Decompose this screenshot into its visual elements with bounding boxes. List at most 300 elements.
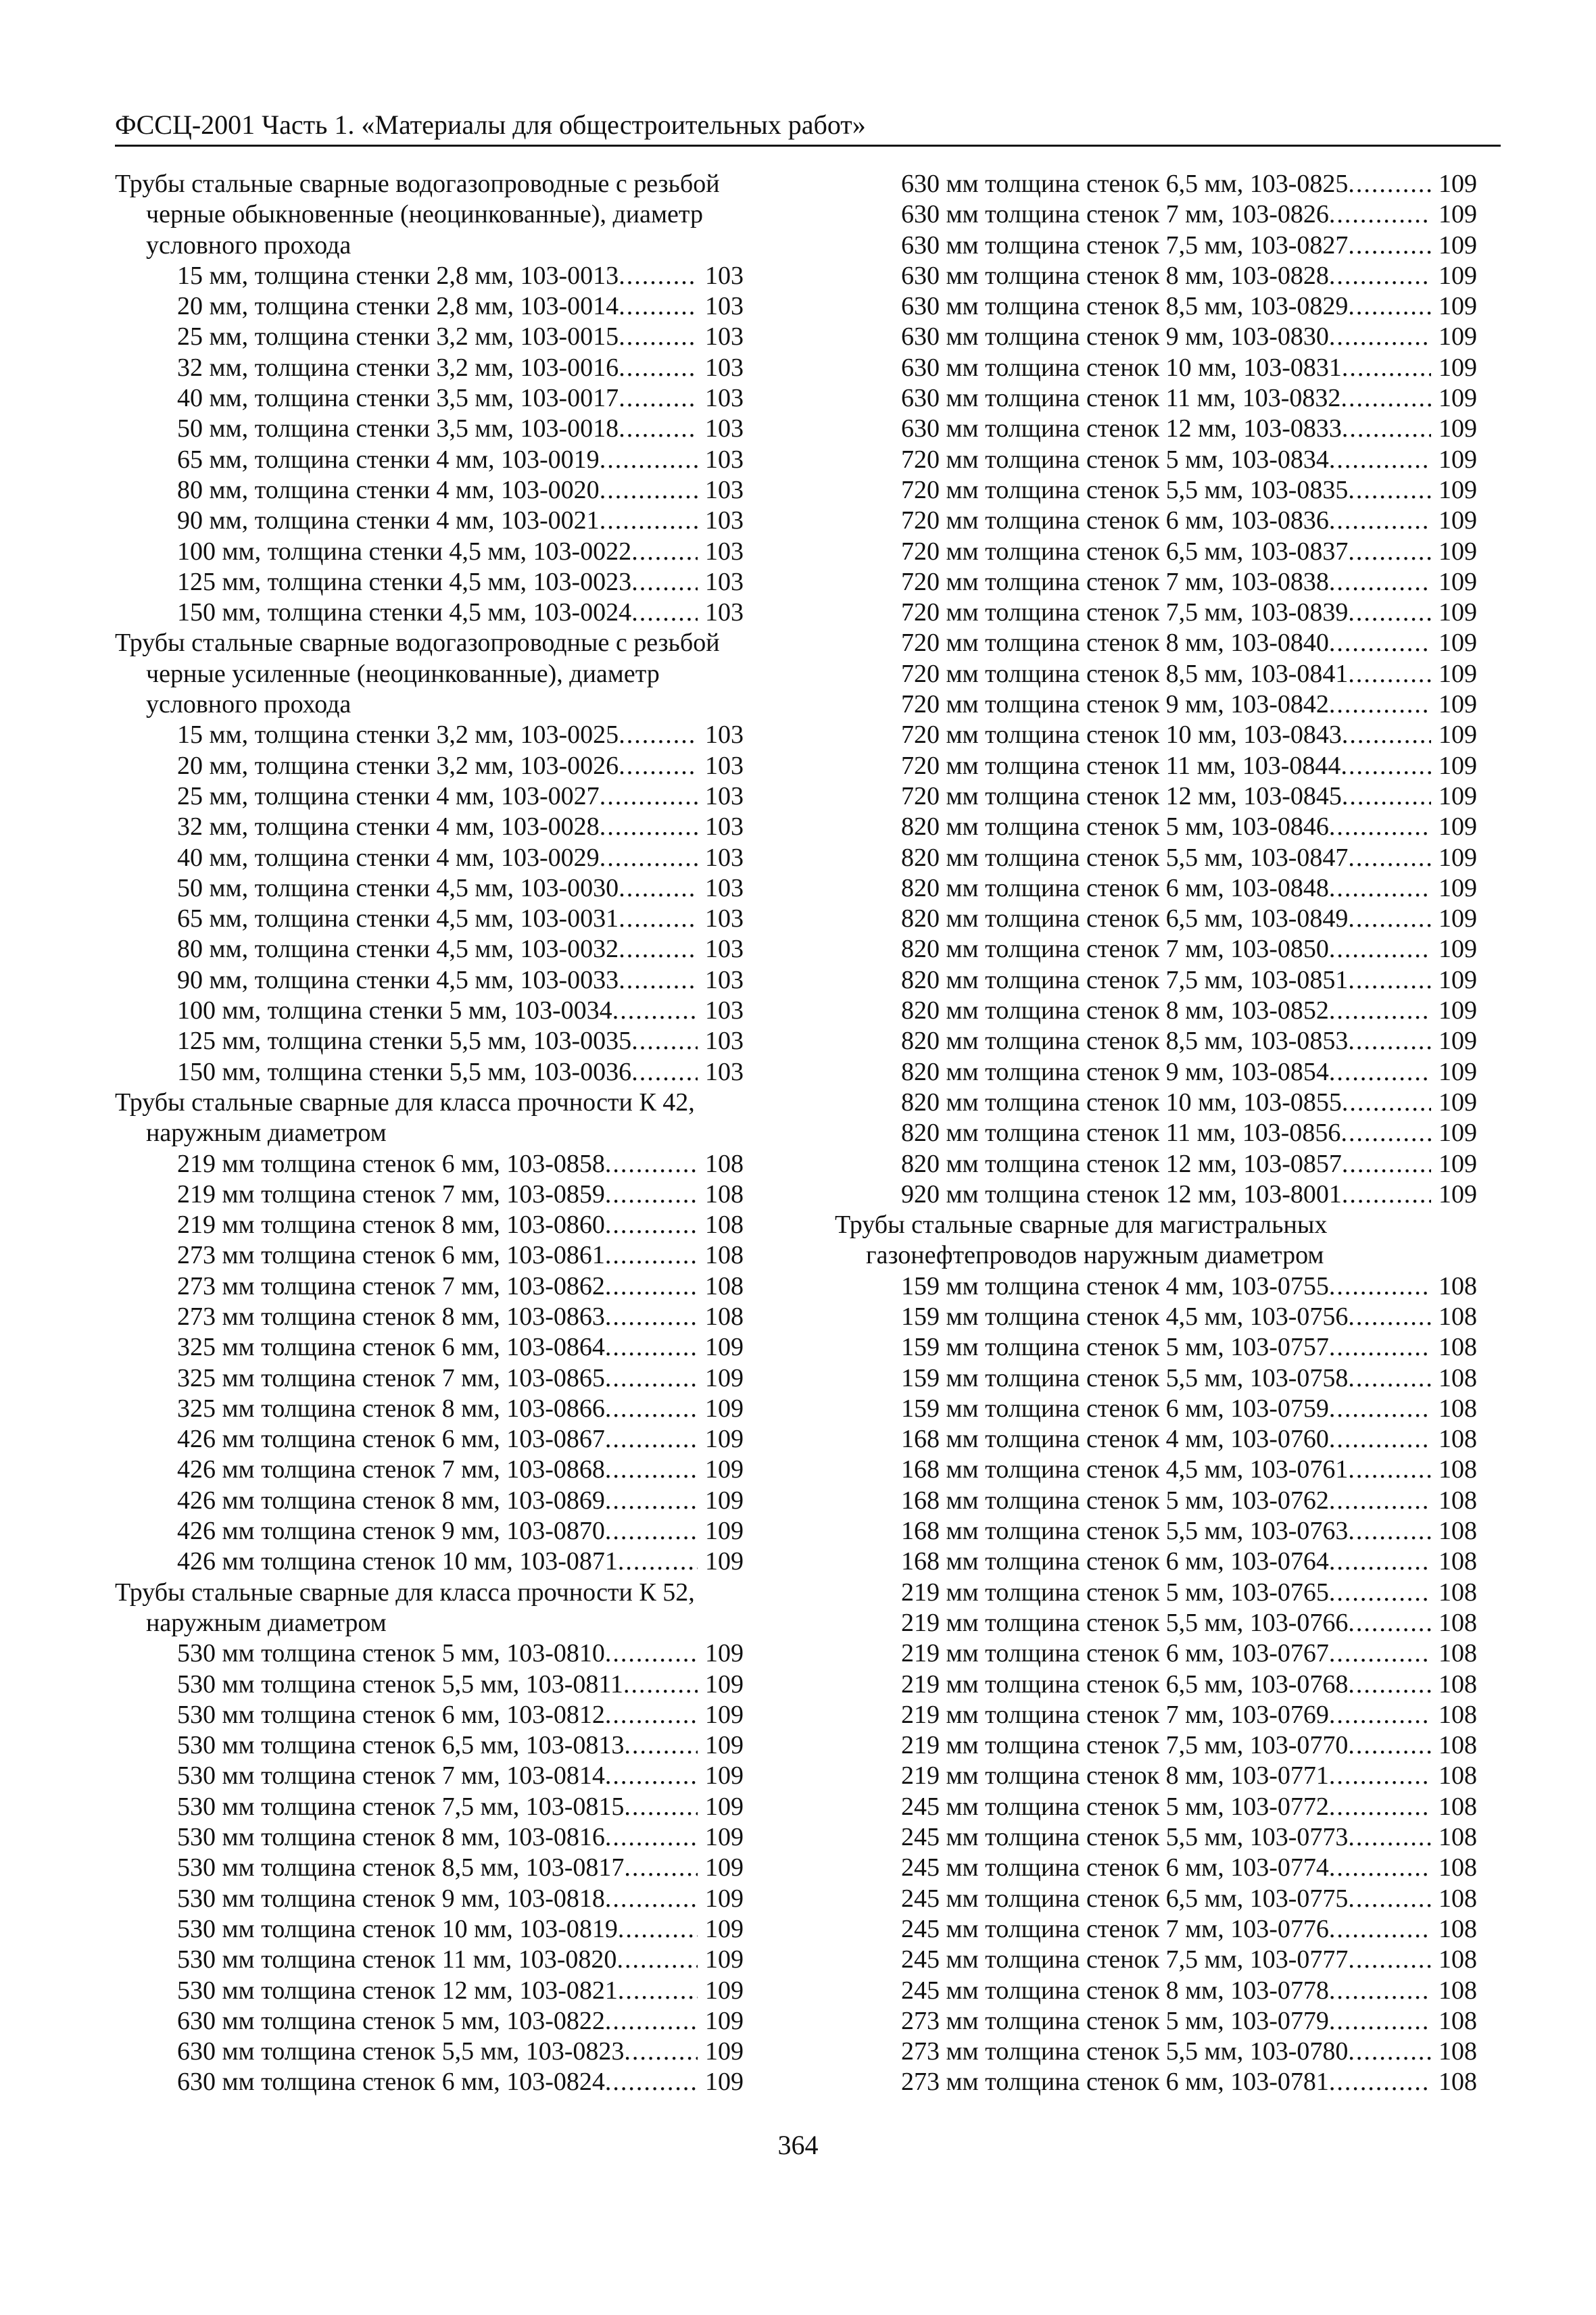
dot-leader — [1348, 1455, 1431, 1485]
index-entry — [115, 751, 744, 781]
entry-page-ref: 103 — [705, 721, 744, 750]
entry-page-ref: 109 — [705, 1853, 744, 1882]
entry-text: 245 мм толщина стенок 6 мм, 103-0774 — [901, 1853, 1329, 1882]
index-entry — [115, 445, 744, 475]
entry-text: 820 мм толщина стенок 7 мм, 103-0850 — [901, 935, 1329, 964]
entry-page-ref: 103 — [705, 445, 744, 474]
index-entry — [835, 812, 1477, 842]
entry-page-ref: 103 — [705, 781, 744, 810]
entry-page-ref: 109 — [705, 1394, 744, 1423]
entry-page-ref: 109 — [1438, 384, 1477, 413]
entry-page-ref: 108 — [1438, 1271, 1477, 1300]
entry-text: 530 мм толщина стенок 7,5 мм, 103-0815 — [177, 1792, 625, 1821]
dot-leader — [605, 1240, 698, 1271]
index-entry — [835, 1670, 1477, 1700]
entry-text: 245 мм толщина стенок 5,5 мм, 103-0773 — [901, 1823, 1349, 1852]
entry-text: 245 мм толщина стенок 6,5 мм, 103-0775 — [901, 1884, 1349, 1913]
index-entry — [115, 1945, 744, 1975]
entry-text: 273 мм толщина стенок 5 мм, 103-0779 — [901, 2006, 1329, 2035]
index-entry — [835, 873, 1477, 904]
dot-leader — [605, 1516, 698, 1546]
index-entry — [115, 291, 744, 322]
dot-leader — [1329, 1332, 1431, 1363]
index-entry — [115, 934, 744, 965]
dot-leader — [600, 812, 698, 842]
entry-page-ref: 109 — [1438, 873, 1477, 902]
entry-page-ref: 103 — [705, 414, 744, 443]
entry-text: 630 мм толщина стенок 5 мм, 103-0822 — [177, 2006, 605, 2035]
index-entry — [835, 445, 1477, 475]
entry-page-ref: 108 — [1438, 1823, 1477, 1852]
entry-page-ref: 108 — [1438, 1792, 1477, 1821]
entry-page-ref: 108 — [1438, 1333, 1477, 1362]
index-entry — [835, 1608, 1477, 1638]
index-entry — [835, 1394, 1477, 1424]
dot-leader — [605, 1149, 698, 1179]
entry-text: 820 мм толщина стенок 12 мм, 103-0857 — [901, 1149, 1342, 1178]
index-entry — [835, 1149, 1477, 1179]
index-entry — [115, 996, 744, 1026]
entry-page-ref: 103 — [705, 353, 744, 382]
dot-leader — [1342, 414, 1431, 444]
entry-text: 168 мм толщина стенок 5,5 мм, 103-0763 — [901, 1517, 1349, 1546]
index-entry — [835, 1118, 1477, 1148]
dot-leader — [1342, 781, 1431, 812]
dot-leader — [605, 2067, 698, 2097]
dot-leader — [1348, 1608, 1431, 1638]
entry-text: 245 мм толщина стенок 8 мм, 103-0778 — [901, 1976, 1329, 2005]
index-entry — [115, 353, 744, 383]
index-entry — [115, 720, 744, 750]
entry-page-ref: 109 — [1438, 1088, 1477, 1117]
entry-text: 100 мм, толщина стенки 4,5 мм, 103-0022 — [177, 537, 632, 566]
entry-page-ref: 109 — [1438, 567, 1477, 596]
dot-leader — [624, 1792, 698, 1822]
index-entry — [835, 2037, 1477, 2067]
dot-leader — [619, 291, 698, 322]
entry-page-ref: 103 — [705, 537, 744, 566]
entry-page-ref: 109 — [705, 1639, 744, 1668]
entry-page-ref: 108 — [1438, 1639, 1477, 1668]
entry-text: 159 мм толщина стенок 4,5 мм, 103-0756 — [901, 1302, 1349, 1331]
index-entry — [835, 781, 1477, 812]
index-entry — [835, 659, 1477, 689]
entry-page-ref: 103 — [705, 322, 744, 351]
page-number: 364 — [777, 2130, 819, 2160]
entry-page-ref: 108 — [1438, 1945, 1477, 1974]
entry-text: 168 мм толщина стенок 4,5 мм, 103-0761 — [901, 1455, 1349, 1484]
entry-text: 273 мм толщина стенок 6 мм, 103-0781 — [901, 2068, 1329, 2097]
entry-text: 80 мм, толщина стенки 4 мм, 103-0020 — [177, 475, 600, 504]
entry-text: 219 мм толщина стенок 7,5 мм, 103-0770 — [901, 1731, 1349, 1760]
dot-leader — [618, 1976, 698, 2006]
entry-page-ref: 109 — [1438, 292, 1477, 321]
entry-page-ref: 109 — [1438, 475, 1477, 504]
entry-text: 820 мм толщина стенок 6,5 мм, 103-0849 — [901, 904, 1349, 933]
entry-page-ref: 103 — [705, 843, 744, 872]
dot-leader — [619, 965, 698, 996]
entry-text: 273 мм толщина стенок 5,5 мм, 103-0780 — [901, 2037, 1349, 2066]
index-entry — [835, 1424, 1477, 1455]
entry-text: 630 мм толщина стенок 8 мм, 103-0828 — [901, 261, 1329, 290]
dot-leader — [1348, 2037, 1431, 2067]
index-entry — [835, 1516, 1477, 1546]
dot-leader — [619, 720, 698, 750]
entry-text: 168 мм толщина стенок 5 мм, 103-0762 — [901, 1486, 1329, 1515]
index-entry — [835, 751, 1477, 781]
entry-text: 65 мм, толщина стенки 4,5 мм, 103-0031 — [177, 904, 619, 933]
entry-text: 125 мм, толщина стенки 5,5 мм, 103-0035 — [177, 1027, 632, 1056]
index-entry — [115, 1149, 744, 1179]
entry-text: 245 мм толщина стенок 5 мм, 103-0772 — [901, 1792, 1329, 1821]
index-entry — [115, 2006, 744, 2037]
entry-text: 820 мм толщина стенок 10 мм, 103-0855 — [901, 1088, 1342, 1117]
entry-page-ref: 109 — [1438, 414, 1477, 443]
entry-text: 530 мм толщина стенок 6,5 мм, 103-0813 — [177, 1731, 625, 1760]
entry-page-ref: 108 — [1438, 1670, 1477, 1699]
index-entry — [115, 873, 744, 904]
entry-text: 219 мм толщина стенок 8 мм, 103-0771 — [901, 1761, 1329, 1790]
dot-leader — [631, 1057, 698, 1088]
entry-text: 219 мм толщина стенок 5,5 мм, 103-0766 — [901, 1608, 1349, 1637]
index-entry — [115, 1730, 744, 1761]
entry-page-ref: 109 — [1438, 751, 1477, 780]
index-entry — [835, 199, 1477, 230]
index-entry — [115, 1332, 744, 1363]
entry-page-ref: 109 — [705, 1517, 744, 1546]
entry-text: 159 мм толщина стенок 4 мм, 103-0755 — [901, 1271, 1329, 1300]
index-entry — [835, 1700, 1477, 1730]
entry-text: 325 мм толщина стенок 7 мм, 103-0865 — [177, 1363, 605, 1392]
entry-text: 32 мм, толщина стенки 4 мм, 103-0028 — [177, 812, 600, 842]
dot-leader — [1342, 720, 1431, 750]
entry-page-ref: 109 — [1438, 230, 1477, 260]
index-entry — [835, 475, 1477, 506]
entry-text: 32 мм, толщина стенки 3,2 мм, 103-0016 — [177, 353, 619, 382]
dot-leader — [1342, 1149, 1431, 1179]
entry-text: 90 мм, толщина стенки 4 мм, 103-0021 — [177, 506, 600, 535]
entry-page-ref: 108 — [705, 1241, 744, 1270]
section-heading: Трубы стальные сварные для магистральных газонефтепроводов наружным диаметром — [835, 1211, 1328, 1270]
index-entry — [115, 1363, 744, 1394]
entry-page-ref: 103 — [705, 598, 744, 627]
entry-text: 720 мм толщина стенок 8 мм, 103-0840 — [901, 629, 1329, 658]
entry-page-ref: 103 — [705, 965, 744, 994]
entry-page-ref: 108 — [1438, 1731, 1477, 1760]
entry-page-ref: 103 — [705, 751, 744, 780]
entry-text: 720 мм толщина стенок 8,5 мм, 103-0841 — [901, 659, 1349, 688]
index-entry — [115, 1638, 744, 1669]
entry-text: 426 мм толщина стенок 10 мм, 103-0871 — [177, 1547, 618, 1576]
entry-page-ref: 109 — [705, 2037, 744, 2066]
entry-page-ref: 109 — [705, 1425, 744, 1454]
dot-leader — [1329, 1792, 1431, 1822]
entry-text: 720 мм толщина стенок 10 мм, 103-0843 — [901, 721, 1342, 750]
dot-leader — [605, 1486, 698, 1516]
entry-text: 90 мм, толщина стенки 4,5 мм, 103-0033 — [177, 965, 619, 994]
index-entry — [835, 934, 1477, 965]
index-entry — [115, 1761, 744, 1791]
index-entry — [835, 1792, 1477, 1822]
entry-page-ref: 108 — [705, 1302, 744, 1331]
dot-leader — [1329, 1914, 1431, 1945]
entry-text: 273 мм толщина стенок 6 мм, 103-0861 — [177, 1241, 605, 1270]
entry-page-ref: 109 — [1438, 261, 1477, 290]
index-entry — [115, 1792, 744, 1822]
entry-page-ref: 108 — [1438, 1547, 1477, 1576]
entry-page-ref: 109 — [1438, 781, 1477, 810]
index-entry — [835, 904, 1477, 934]
index-entry — [835, 628, 1477, 658]
entry-text: 80 мм, толщина стенки 4,5 мм, 103-0032 — [177, 935, 619, 964]
index-entry — [115, 322, 744, 352]
entry-page-ref: 109 — [1438, 1179, 1477, 1209]
entry-page-ref: 103 — [705, 1057, 744, 1086]
entry-text: 630 мм толщина стенок 6 мм, 103-0824 — [177, 2068, 605, 2097]
index-entry — [115, 781, 744, 812]
index-entry — [835, 1332, 1477, 1363]
dot-leader — [605, 1363, 698, 1394]
index-entry — [115, 1546, 744, 1577]
dot-leader — [1348, 1945, 1431, 1975]
dot-leader — [624, 1853, 698, 1883]
index-entry — [835, 1271, 1477, 1302]
index-entry — [115, 1394, 744, 1424]
dot-leader — [623, 1670, 698, 1700]
entry-text: 40 мм, толщина стенки 4 мм, 103-0029 — [177, 843, 600, 872]
index-entry — [115, 414, 744, 444]
entry-text: 530 мм толщина стенок 7 мм, 103-0814 — [177, 1761, 605, 1790]
dot-leader — [631, 1026, 698, 1056]
dot-leader — [1329, 812, 1431, 842]
dot-leader — [619, 353, 698, 383]
dot-leader — [1348, 1516, 1431, 1546]
index-entry — [115, 1210, 744, 1240]
dot-leader — [1329, 689, 1431, 720]
dot-leader — [1348, 230, 1431, 261]
dot-leader — [1348, 659, 1431, 689]
index-entry — [115, 1822, 744, 1853]
index-entry — [115, 1976, 744, 2006]
dot-leader — [618, 1914, 698, 1945]
index-entry — [835, 996, 1477, 1026]
entry-page-ref: 109 — [705, 1700, 744, 1729]
index-entry — [835, 843, 1477, 873]
entry-page-ref: 108 — [1438, 2006, 1477, 2035]
entry-page-ref: 103 — [705, 261, 744, 290]
index-entry — [835, 1884, 1477, 1914]
index-entry — [115, 598, 744, 628]
index-entry — [115, 1700, 744, 1730]
index-entry — [835, 1486, 1477, 1516]
entry-text: 820 мм толщина стенок 11 мм, 103-0856 — [901, 1119, 1341, 1148]
dot-leader — [605, 1424, 698, 1455]
entry-text: 820 мм толщина стенок 8 мм, 103-0852 — [901, 996, 1329, 1025]
entry-page-ref: 109 — [1438, 659, 1477, 688]
entry-text: 325 мм толщина стенок 8 мм, 103-0866 — [177, 1394, 605, 1423]
dot-leader — [605, 1332, 698, 1363]
index-entry — [835, 322, 1477, 352]
dot-leader — [1348, 537, 1431, 567]
entry-page-ref: 109 — [705, 1792, 744, 1821]
entry-page-ref: 108 — [1438, 1455, 1477, 1484]
dot-leader — [1329, 261, 1431, 291]
index-entry — [115, 2067, 744, 2097]
index-entry — [115, 1057, 744, 1088]
entry-text: 426 мм толщина стенок 8 мм, 103-0869 — [177, 1486, 605, 1515]
entry-text: 820 мм толщина стенок 8,5 мм, 103-0853 — [901, 1027, 1349, 1056]
index-entry — [115, 1026, 744, 1056]
index-entry — [115, 1455, 744, 1485]
dot-leader — [1329, 996, 1431, 1026]
entry-page-ref: 103 — [705, 996, 744, 1025]
dot-leader — [600, 475, 698, 506]
dot-leader — [1329, 934, 1431, 965]
entry-page-ref: 103 — [705, 904, 744, 933]
dot-leader — [619, 383, 698, 414]
index-entry — [835, 353, 1477, 383]
index-entry — [115, 1914, 744, 1945]
entry-page-ref: 108 — [1438, 1914, 1477, 1943]
index-entry — [835, 1546, 1477, 1577]
dot-leader — [605, 1179, 698, 1210]
entry-text: 325 мм толщина стенок 6 мм, 103-0864 — [177, 1333, 605, 1362]
index-entry — [115, 1302, 744, 1332]
entry-page-ref: 108 — [705, 1149, 744, 1178]
index-entry — [835, 230, 1477, 261]
dot-leader — [605, 1271, 698, 1302]
section-heading: Трубы стальные сварные для класса прочности К 42, наружным диаметром — [115, 1088, 695, 1148]
dot-leader — [1329, 199, 1431, 230]
index-entry — [115, 261, 744, 291]
dot-leader — [605, 1302, 698, 1332]
dot-leader — [619, 261, 698, 291]
entry-text: 530 мм толщина стенок 8,5 мм, 103-0817 — [177, 1853, 625, 1882]
entry-text: 219 мм толщина стенок 7 мм, 103-0859 — [177, 1179, 605, 1209]
entry-text: 168 мм толщина стенок 4 мм, 103-0760 — [901, 1425, 1329, 1454]
entry-text: 273 мм толщина стенок 7 мм, 103-0862 — [177, 1271, 605, 1300]
index-column-left — [115, 169, 744, 2098]
entry-text: 25 мм, толщина стенки 3,2 мм, 103-0015 — [177, 322, 619, 351]
index-entry — [835, 1578, 1477, 1608]
entry-page-ref: 103 — [705, 873, 744, 902]
entry-text: 720 мм толщина стенок 5 мм, 103-0834 — [901, 445, 1329, 474]
entry-page-ref: 108 — [705, 1211, 744, 1240]
entry-text: 50 мм, толщина стенки 3,5 мм, 103-0018 — [177, 414, 619, 443]
entry-page-ref: 103 — [705, 567, 744, 596]
entry-text: 720 мм толщина стенок 9 мм, 103-0842 — [901, 690, 1329, 719]
dot-leader — [1348, 1363, 1431, 1394]
entry-text: 245 мм толщина стенок 7,5 мм, 103-0777 — [901, 1945, 1349, 1974]
index-entry — [835, 1945, 1477, 1975]
dot-leader — [1329, 2006, 1431, 2037]
entry-text: 630 мм толщина стенок 7,5 мм, 103-0827 — [901, 230, 1349, 260]
dot-leader — [1348, 475, 1431, 506]
dot-leader — [605, 1700, 698, 1730]
dot-leader — [600, 506, 698, 536]
entry-text: 920 мм толщина стенок 12 мм, 103-8001 — [901, 1179, 1342, 1209]
entry-text: 630 мм толщина стенок 12 мм, 103-0833 — [901, 414, 1342, 443]
entry-page-ref: 109 — [705, 1914, 744, 1943]
dot-leader — [605, 2006, 698, 2037]
entry-text: 168 мм толщина стенок 6 мм, 103-0764 — [901, 1547, 1329, 1576]
index-entry — [835, 1179, 1477, 1210]
index-entry — [835, 1088, 1477, 1118]
index-entry — [835, 2067, 1477, 2097]
index-entry — [835, 1057, 1477, 1088]
entry-text: 820 мм толщина стенок 9 мм, 103-0854 — [901, 1057, 1329, 1086]
dot-leader — [1329, 1424, 1431, 1455]
entry-text: 219 мм толщина стенок 6 мм, 103-0767 — [901, 1639, 1329, 1668]
dot-leader — [1329, 322, 1431, 352]
entry-page-ref: 109 — [705, 1884, 744, 1913]
entry-text: 219 мм толщина стенок 7 мм, 103-0769 — [901, 1700, 1329, 1729]
entry-page-ref: 109 — [705, 2006, 744, 2035]
dot-leader — [619, 934, 698, 965]
dot-leader — [1329, 445, 1431, 475]
dot-leader — [619, 904, 698, 934]
entry-page-ref: 109 — [1438, 690, 1477, 719]
entry-page-ref: 108 — [1438, 1302, 1477, 1331]
dot-leader — [1340, 1118, 1431, 1148]
entry-text: 273 мм толщина стенок 8 мм, 103-0863 — [177, 1302, 605, 1331]
dot-leader — [605, 1884, 698, 1914]
entry-page-ref: 109 — [1438, 537, 1477, 566]
entry-text: 720 мм толщина стенок 5,5 мм, 103-0835 — [901, 475, 1349, 504]
entry-text: 25 мм, толщина стенки 4 мм, 103-0027 — [177, 781, 600, 810]
dot-leader — [1348, 291, 1431, 322]
entry-text: 159 мм толщина стенок 5 мм, 103-0757 — [901, 1333, 1329, 1362]
dot-leader — [619, 751, 698, 781]
index-entry — [115, 1853, 744, 1883]
entry-text: 15 мм, толщина стенки 3,2 мм, 103-0025 — [177, 721, 619, 750]
entry-text: 426 мм толщина стенок 9 мм, 103-0870 — [177, 1517, 605, 1546]
entry-page-ref: 109 — [705, 2068, 744, 2097]
entry-page-ref: 109 — [1438, 170, 1477, 198]
dot-leader — [1348, 1730, 1431, 1761]
entry-page-ref: 108 — [1438, 1394, 1477, 1423]
index-entry — [835, 1026, 1477, 1056]
dot-leader — [1329, 1546, 1431, 1577]
entry-text: 150 мм, толщина стенки 5,5 мм, 103-0036 — [177, 1057, 632, 1086]
entry-text: 125 мм, толщина стенки 4,5 мм, 103-0023 — [177, 567, 632, 596]
entry-page-ref: 109 — [1438, 445, 1477, 474]
dot-leader — [1342, 353, 1431, 383]
entry-page-ref: 103 — [705, 935, 744, 964]
dot-leader — [624, 2037, 698, 2067]
entry-page-ref: 109 — [1438, 843, 1477, 872]
entry-page-ref: 109 — [1438, 353, 1477, 382]
index-entry — [115, 1271, 744, 1302]
entry-page-ref: 108 — [1438, 2037, 1477, 2066]
index-entry — [115, 475, 744, 506]
index-entry — [835, 1914, 1477, 1945]
entry-text: 20 мм, толщина стенки 3,2 мм, 103-0026 — [177, 751, 619, 780]
entry-text: 630 мм толщина стенок 7 мм, 103-0826 — [901, 200, 1329, 229]
entry-page-ref: 109 — [1438, 506, 1477, 535]
dot-leader — [1342, 1179, 1431, 1210]
entry-text: 150 мм, толщина стенки 4,5 мм, 103-0024 — [177, 598, 632, 627]
index-entry — [115, 904, 744, 934]
dot-leader — [624, 1730, 698, 1761]
dot-leader — [1348, 1822, 1431, 1853]
entry-page-ref: 109 — [1438, 598, 1477, 627]
entry-page-ref: 108 — [1438, 2068, 1477, 2097]
entry-text: 530 мм толщина стенок 6 мм, 103-0812 — [177, 1700, 605, 1729]
entry-page-ref: 109 — [1438, 322, 1477, 351]
dot-leader — [605, 1761, 698, 1791]
entry-text: 426 мм толщина стенок 6 мм, 103-0867 — [177, 1425, 605, 1454]
